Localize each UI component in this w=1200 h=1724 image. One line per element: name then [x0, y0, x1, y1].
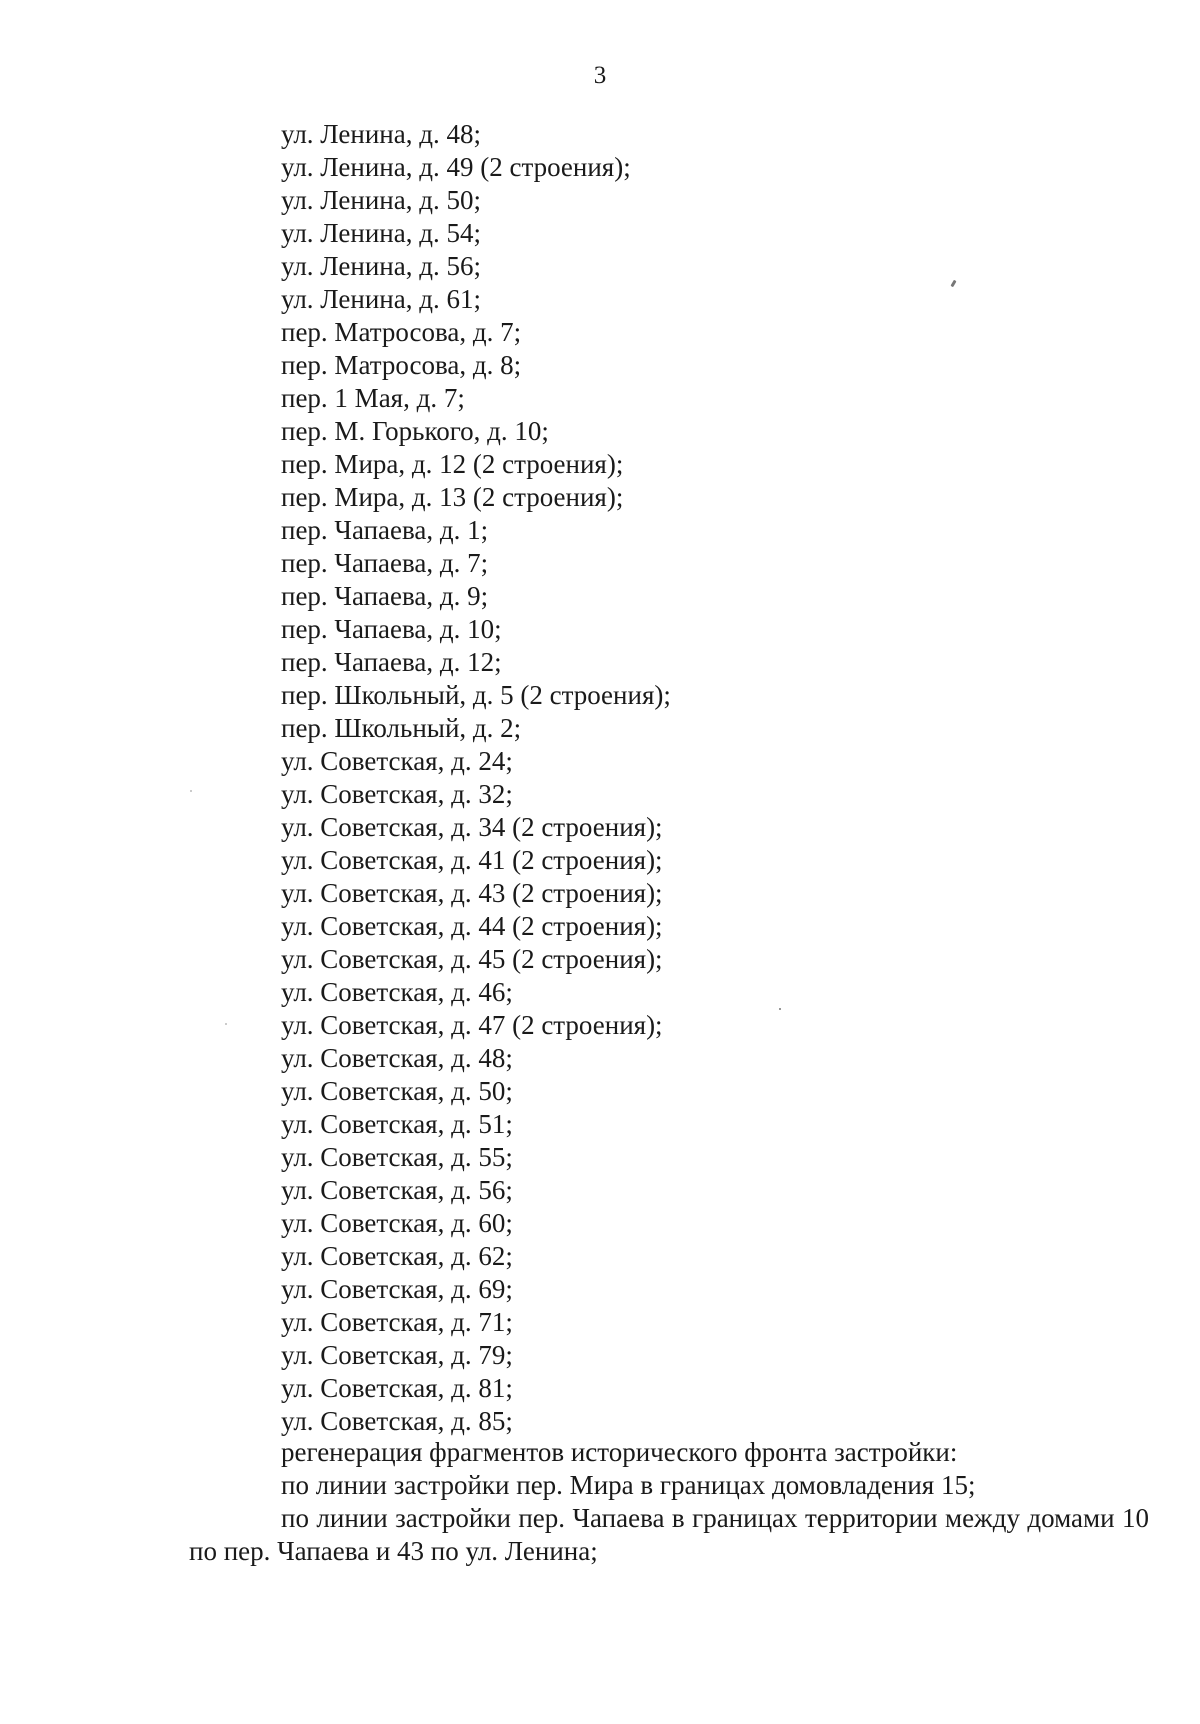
list-item: ул. Советская, д. 51; [281, 1109, 513, 1139]
list-item: пер. Чапаева, д. 10; [281, 614, 502, 644]
scan-speck [950, 280, 956, 288]
list-item: пер. Школьный, д. 2; [281, 713, 522, 743]
regeneration-heading: регенерация фрагментов исторического фронта застройки: [281, 1437, 958, 1467]
list-item: пер. Чапаева, д. 7; [281, 548, 489, 578]
list-item: ул. Советская, д. 47 (2 строения); [281, 1010, 663, 1040]
list-item: ул. Советская, д. 50; [281, 1076, 513, 1106]
regeneration-line: по линии застройки пер. Мира в границах домовладения 15; [281, 1470, 976, 1500]
list-item: пер. Школьный, д. 5 (2 строения); [281, 680, 671, 710]
list-item: ул. Советская, д. 48; [281, 1043, 513, 1073]
list-item: пер. Матросова, д. 8; [281, 350, 522, 380]
list-item: ул. Советская, д. 41 (2 строения); [281, 845, 663, 875]
list-item: ул. Советская, д. 69; [281, 1274, 513, 1304]
list-item: пер. Мира, д. 13 (2 строения); [281, 482, 624, 512]
list-item: ул. Советская, д. 32; [281, 779, 513, 809]
list-item: ул. Советская, д. 56; [281, 1175, 513, 1205]
list-item: пер. Матросова, д. 7; [281, 317, 522, 347]
address-list [281, 118, 671, 1438]
list-item: ул. Советская, д. 55; [281, 1142, 513, 1172]
page-number: 3 [593, 62, 607, 89]
regeneration-section [0, 1436, 1200, 1568]
list-item: ул. Советская, д. 79; [281, 1340, 513, 1370]
scan-speck [225, 1023, 227, 1025]
list-item: пер. М. Горького, д. 10; [281, 416, 549, 446]
list-item: ул. Советская, д. 24; [281, 746, 513, 776]
list-item: ул. Советская, д. 43 (2 строения); [281, 878, 663, 908]
list-item: ул. Советская, д. 34 (2 строения); [281, 812, 663, 842]
list-item: ул. Советская, д. 62; [281, 1241, 513, 1271]
regeneration-line: по линии застройки пер. Чапаева в границах территории между домами 10 по пер. Чапаева и 43 по ул. Ленина; [189, 1503, 1149, 1566]
scan-speck [779, 1008, 781, 1010]
list-item: ул. Ленина, д. 50; [281, 185, 481, 215]
list-item: пер. 1 Мая, д. 7; [281, 383, 465, 413]
list-item: ул. Советская, д. 44 (2 строения); [281, 911, 663, 941]
list-item: пер. Чапаева, д. 12; [281, 647, 502, 677]
list-item: ул. Ленина, д. 56; [281, 251, 481, 281]
list-item: ул. Ленина, д. 49 (2 строения); [281, 152, 631, 182]
list-item: пер. Мира, д. 12 (2 строения); [281, 449, 624, 479]
list-item: пер. Чапаева, д. 1; [281, 515, 489, 545]
list-item: ул. Советская, д. 85; [281, 1406, 513, 1436]
scan-speck [190, 790, 192, 792]
list-item: ул. Советская, д. 45 (2 строения); [281, 944, 663, 974]
list-item: ул. Ленина, д. 54; [281, 218, 481, 248]
list-item: ул. Советская, д. 46; [281, 977, 513, 1007]
list-item: пер. Чапаева, д. 9; [281, 581, 489, 611]
list-item: ул. Советская, д. 81; [281, 1373, 513, 1403]
list-item: ул. Ленина, д. 61; [281, 284, 481, 314]
list-item: ул. Ленина, д. 48; [281, 119, 481, 149]
list-item: ул. Советская, д. 71; [281, 1307, 513, 1337]
list-item: ул. Советская, д. 60; [281, 1208, 513, 1238]
